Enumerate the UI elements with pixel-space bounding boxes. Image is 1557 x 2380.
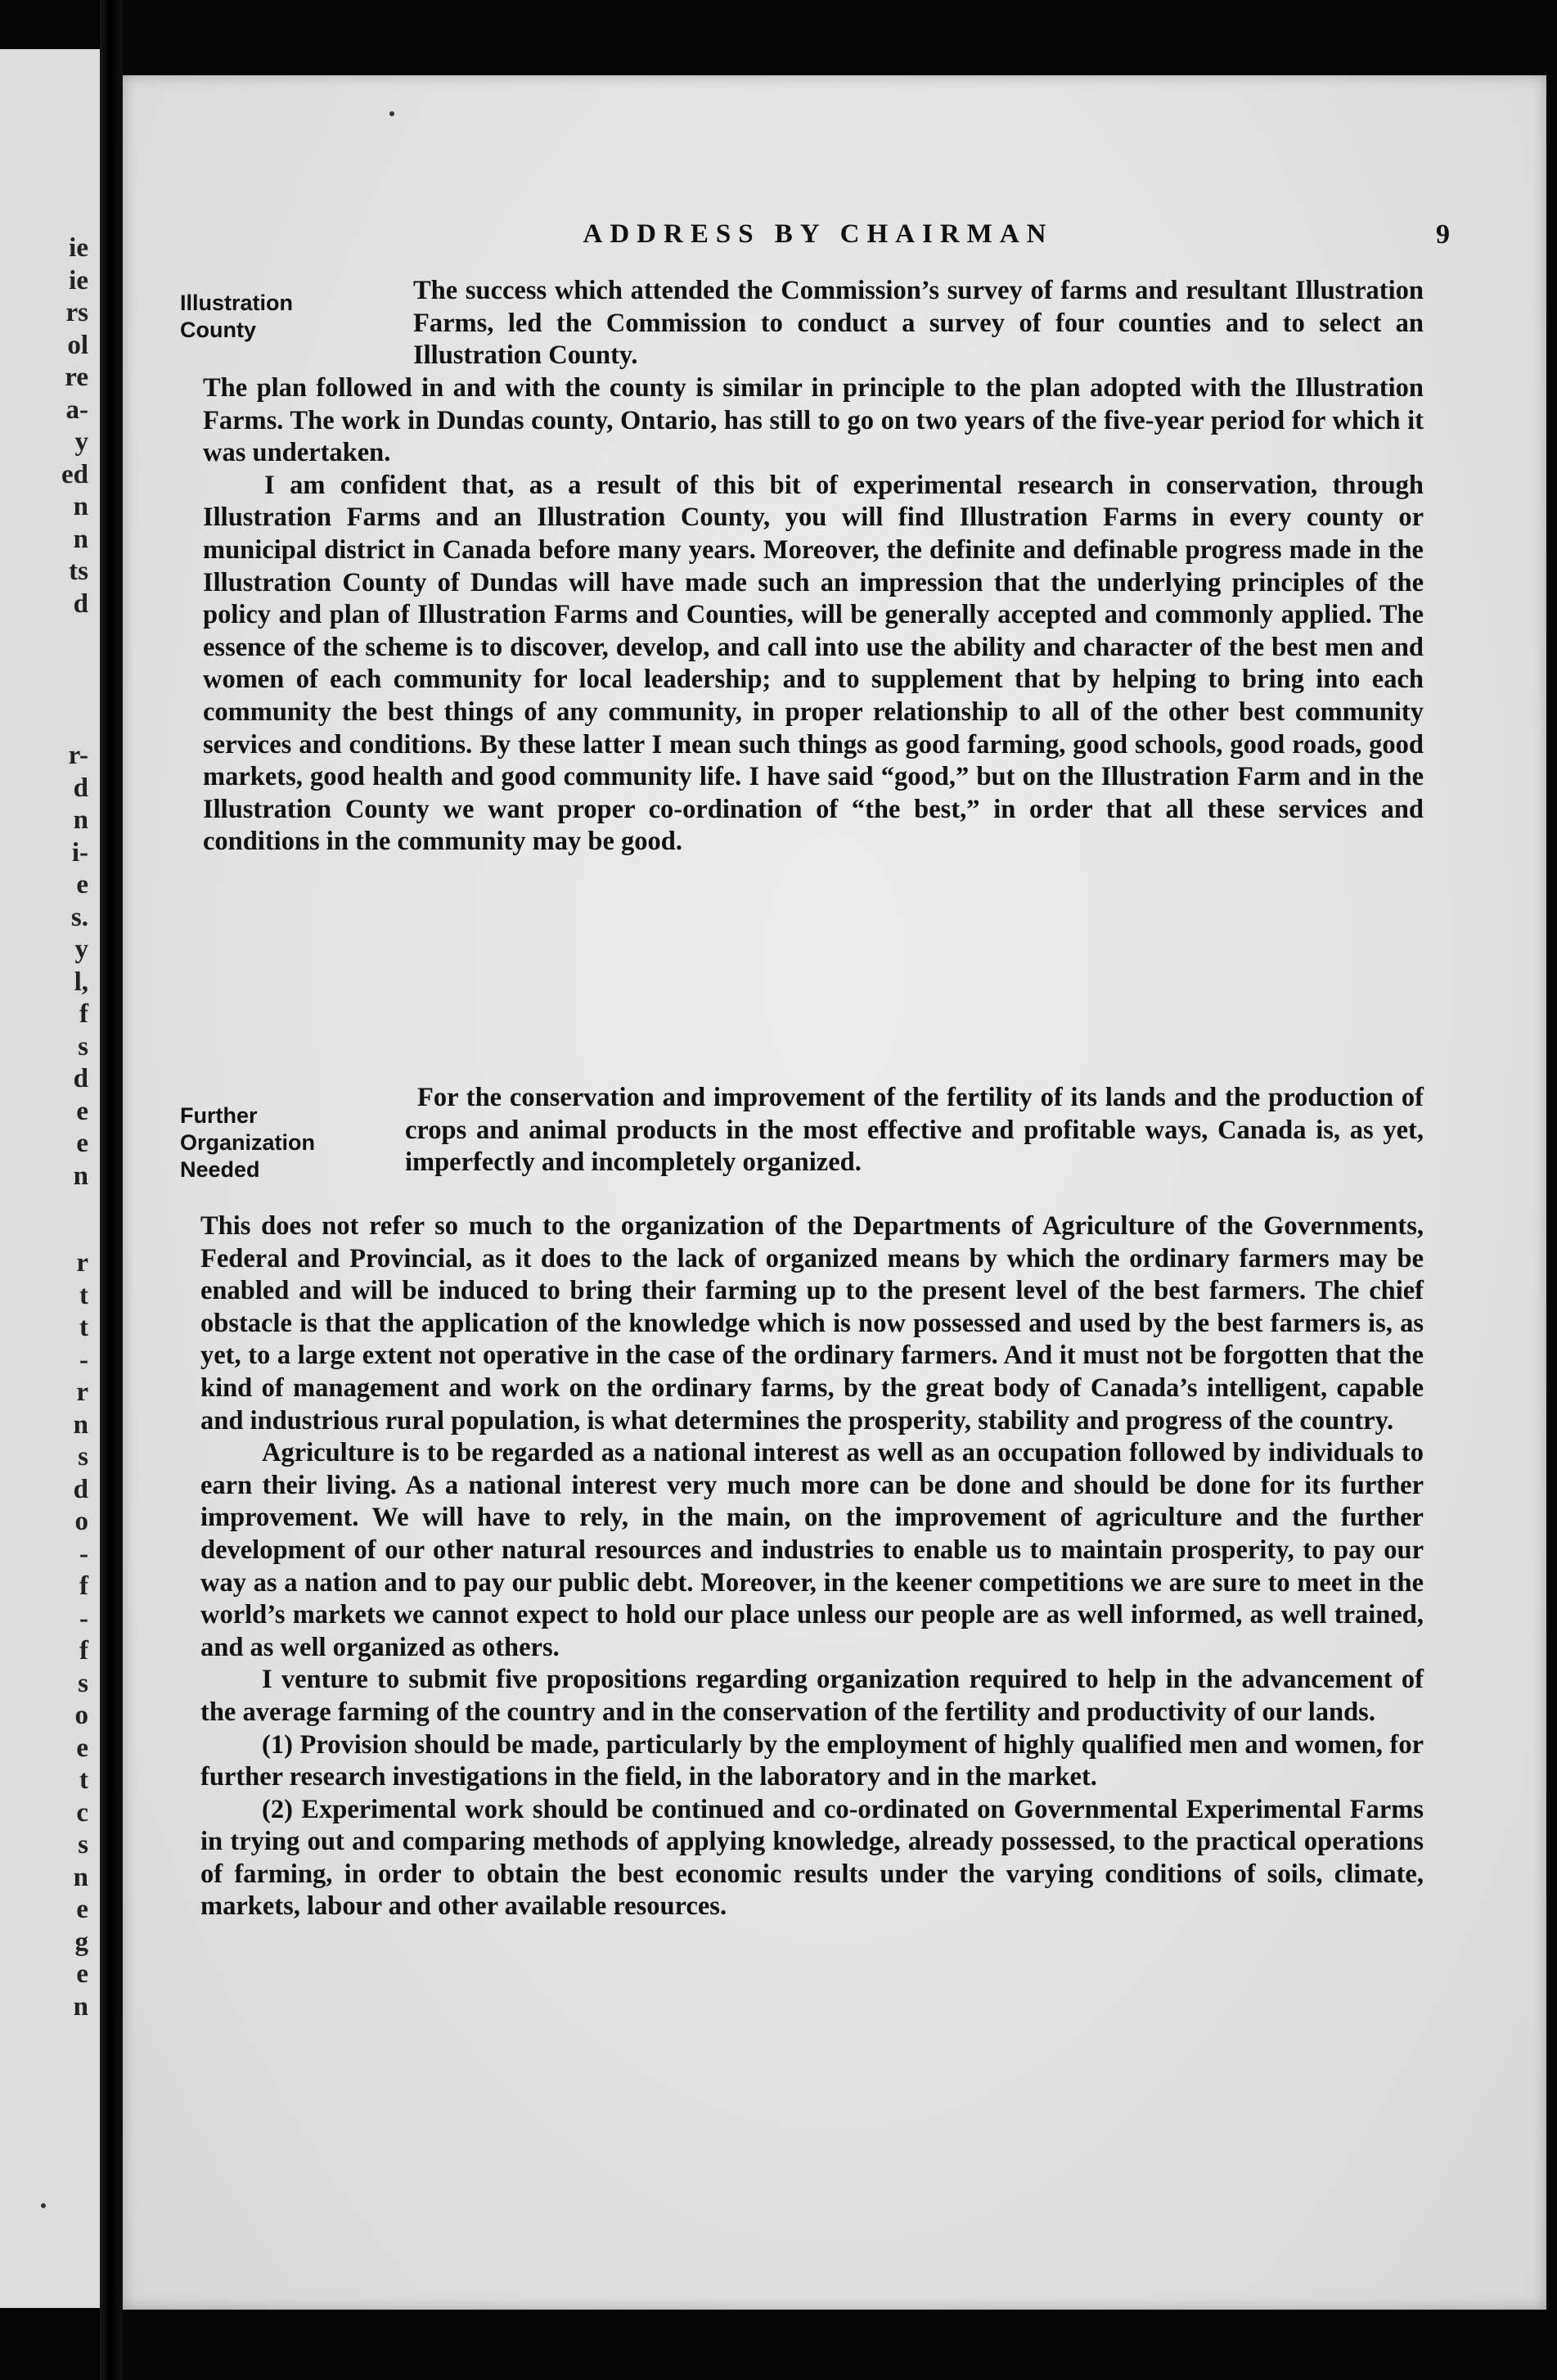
facing-page-fragment: e [76,1959,88,1989]
paragraph-illustration-county-lead: The success which attended the Commission’s survey of farms and resultant Illustration Farms, led the Commission to conduct a survey of four counties and to select an Illustration County. [413,276,1424,371]
side-note-line: Illustration [180,291,294,315]
facing-page-fragment: d [73,773,88,803]
facing-page-fragment: e [76,1895,88,1924]
facing-page-fragment: s [78,1031,88,1062]
facing-page-fragment: e [76,870,88,899]
running-head: ADDRESS BY CHAIRMAN [583,219,1054,249]
paragraph-proposition-1: (1) Provision should be made, particularly by the employment of highly qualified men and women, for further research investigations in the field, in the laboratory and in the market. [200,1729,1424,1792]
facing-page-fragment: re [65,363,88,392]
facing-page-fragment: e [76,1733,88,1763]
facing-page-fragment: ie [69,265,88,295]
facing-page-fragment: r [76,1248,88,1278]
facing-page-fragment: d [73,1064,88,1093]
facing-page-fragment: rs [65,298,88,327]
paragraph-organization: This does not refer so much to the organization of the Departments of Agriculture of the Governments, Federal and Provincial, as it does to the lack of organized means by which the ordinary farmers may be enabled and will be induced to bring their farming up to the present level of the best farmers. The chief obstacle is that the application of the knowledge which is now possessed and used by the best farmers is, as yet, to a large extent not operative in the case of the ordinary farmers. And it must not be forgotten that the kind of management and work on the ordinary farms, by the great body of Canada’s intelligent, capable and industrious rural population, is what determines the prosperity, stability and progress of the country. [200,1211,1424,1436]
speck [41,2203,46,2208]
speck [389,111,394,116]
facing-page-fragment: s [78,1830,88,1859]
paragraph-plan-followed: The plan followed in and with the county is similar in principle to the plan adopted with the Illustration Farms. The work in Dundas county, Ontario, has still to go on two years of the five-year period for which it was undertaken. [203,373,1424,468]
facing-page-fragment: i- [71,837,88,868]
facing-page-fragment: t [79,1280,88,1310]
facing-page-edge [0,49,100,2308]
facing-page-fragment: o [74,1507,88,1536]
paragraph-confident: I am confident that, as a result of this bit of experimental research in conservation, through Illustration Farms and an Illustration County, you will find Illustration Farms in every county or municipal district in Canada before many years. Moreover, the definite and definable progress made in the Illustration County of Dundas will have made such an impression that the underlying principles of the policy and plan of Illustration Farms and Counties, will be generally accepted and commonly applied. The essence of the scheme is to discover, develop, and call into use the ability and character of the best men and women of each community for local leadership; and to supplement that by helping to bring into each community the best things of any community, in proper relationship to all of the other best community services and conditions. By these latter I mean such things as good farming, good schools, good roads, good markets, good health and good community life. I have said “good,” but on the Illustration Farm and in the Illustration County we want proper co-ordination of “the best,” in order that all these services and conditions in the community may be good. [203,470,1424,857]
facing-page-fragment: n [73,1862,88,1892]
side-note-line: Organization [180,1130,316,1155]
facing-page-fragment: a- [65,394,88,425]
paragraph-proposition-2: (2) Experimental work should be continued and co-ordinated on Governmental Experimental Farms in trying out and comparing methods of applying knowledge, already possessed, to the practical operations of farming, in order to obtain the best economic results under the varying conditions of soils, climate, markets, labour and other available resources. [200,1794,1424,1922]
side-note-further-organization [180,1102,315,1183]
paragraph-propositions: I venture to submit five propositions regarding organization required to help in the advancement of the average farming of the country and in the conservation of the fertility and productivity of our lands. [200,1665,1424,1727]
facing-page-fragment: t [79,1313,88,1342]
paragraph-conservation-lead: For the conservation and improvement of the fertility of its lands and the production of crops and animal products in the most effective and profitable ways, Canada is, as yet, imperfectly and incompletely organized. [405,1083,1424,1178]
facing-page-fragment: n [73,492,88,521]
facing-page-fragment: d [73,1474,88,1504]
facing-page-fragment: f [79,999,88,1029]
facing-page-fragment: n [73,524,88,554]
scanned-page [123,75,1546,2310]
body-text-bottom [200,1210,1424,1923]
facing-page-fragment: ts [69,557,88,586]
facing-page-fragment: n [73,1991,88,2022]
facing-page-fragment: d [73,588,88,619]
facing-page-fragment: - [79,1345,88,1375]
facing-page-fragment: s [78,1668,88,1698]
side-note-illustration-county [180,290,293,344]
facing-page-fragment: t [79,1765,88,1795]
paragraph-agriculture: Agriculture is to be regarded as a national interest as well as an occupation followed by individuals to earn their living. As a national interest very much more can be done and should be done for its further improvement. We will have to rely, in the main, on the improvement of agriculture and the further development of our other natural resources and industries to enable us to maintain prosperity, to pay our way as a nation and to pay our public debt. Moreover, in the keener competitions we are sure to meet in the world’s markets we cannot expect to hold our place unless our people are as well informed, as well trained, and as well organized as others. [200,1438,1424,1662]
facing-page-fragment: g [74,1927,88,1957]
facing-page-fragment: y [74,935,88,964]
facing-page-fragment: l, [74,967,88,997]
facing-page-fragment: ed [61,459,88,489]
body-text-top [203,372,1424,859]
facing-page-fragment: c [76,1797,88,1828]
side-note-line: Needed [180,1157,260,1182]
facing-page-fragment: - [79,1539,88,1569]
facing-page-fragment: - [79,1603,88,1634]
facing-page-fragment: y [74,427,88,457]
side-note-line: Further [180,1103,258,1128]
facing-page-fragment: ol [67,330,88,360]
facing-page-fragment: s [78,1442,88,1472]
facing-page-fragment: n [73,1161,88,1191]
facing-page-fragment: o [74,1701,88,1730]
facing-page-fragment: f [79,1571,88,1601]
facing-page-fragment: ie [69,233,88,263]
facing-page-fragment: f [79,1636,88,1666]
facing-page-fragment: n [73,805,88,835]
facing-page-fragment: r- [68,741,88,770]
facing-page-fragment: e [76,1096,88,1126]
book-gutter [100,0,123,2380]
facing-page-fragment: e [76,1129,88,1158]
facing-page-fragment: s. [70,902,88,932]
page-number: 9 [1436,219,1450,250]
side-note-line: County [180,318,256,342]
facing-page-fragment: r [76,1377,88,1407]
facing-page-fragment: n [73,1409,88,1440]
